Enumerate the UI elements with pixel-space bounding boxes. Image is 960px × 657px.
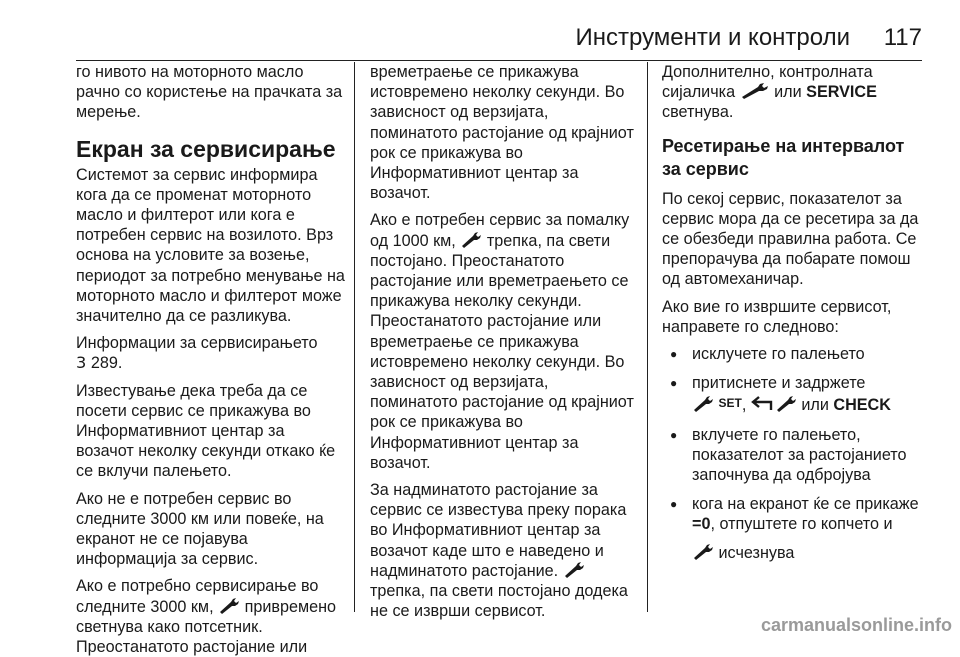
paragraph: Известување дека треба да се посети сервис се прикажува во Информативниот центар за возачот неколку секунди откако ќе се вклучи палењето. [76, 381, 336, 481]
wrench-icon [460, 231, 482, 248]
list-item: ● притиснете и задржете SET, или CHECK [662, 373, 927, 415]
page-ref-arrow: 3 [76, 353, 87, 373]
page-header [0, 0, 960, 58]
paragraph-text: Ако е потребно сервисирање во следните 3000 км, [76, 577, 319, 616]
zero-label: =0 [692, 515, 711, 534]
paragraph: времетраење се прикажува истовремено неколку секунди. Во зависност од верзијата, поминатото растојание од крајниот рок се прикажува во Информативниот центар за возачот. [370, 63, 634, 203]
list-item [662, 344, 927, 364]
list-item-text: исчезнува [718, 543, 795, 562]
list-item-text: кога на екранот ќе се прикаже [692, 495, 919, 514]
list-item-text: исклучете го палењето [692, 345, 865, 364]
wrench-icon [692, 395, 714, 412]
list-item-text: вклучете го палењето, показателот за растојанието започнува да одбројува [692, 425, 907, 485]
paragraph: По секој сервис, показателот за сервис мора да се ресетира за да се обезбеди правилна работа. Се препорачува да побарате помош од автомеханичар. [662, 189, 919, 289]
paragraph-text: трепка, па свети постојано. Преостанатото растојание или времетраењето се прикажува неколку секунди. Преостанатото растојание или времетраење се прикажува истовремено неколку секунди. Во зависност од верзијата, поминатото растојание од крајниот рок се прикажува во Информативниот центар за возачот. [370, 231, 634, 472]
paragraph [370, 210, 640, 473]
conjunction: или [801, 396, 829, 415]
heading-service-display: Екран за сервисирање [76, 135, 336, 162]
watermark: carmanualsonline.info [760, 615, 952, 635]
paragraph: го нивото на моторното масло рачно со користење на прачката за мерење. [76, 63, 343, 122]
column-divider [647, 62, 648, 612]
paragraph: Ако вие го извршите сервисот, направете го следново: [662, 297, 892, 336]
page-number: 117 [883, 24, 922, 51]
wrench-icon [692, 543, 714, 560]
wrench-icon [775, 395, 797, 412]
paragraph [662, 62, 927, 123]
column-divider [354, 62, 355, 612]
steps-list [662, 344, 927, 563]
paragraph-service-info [76, 333, 346, 373]
wrench-icon [740, 82, 770, 99]
paragraph-text: привремено светнува како потсетник. Преостанатото растојание или [76, 597, 337, 657]
list-item [662, 425, 927, 486]
heading-reset-interval: Ресетирање на интервалот за сервис [662, 135, 905, 179]
paragraph [370, 480, 640, 621]
set-label: SET [718, 396, 742, 411]
back-arrow-icon [751, 395, 775, 412]
conjunction: или [774, 83, 802, 102]
paragraph-text: трепка, па свети постојано додека не се изврши сервисот. [370, 582, 628, 621]
list-item-text: притиснете и задржете [692, 374, 866, 393]
list-item [662, 494, 927, 563]
list-item-text: , отпуштете го копчето и [710, 515, 893, 534]
paragraph-text: Ако е потребен сервис за помалку од 1000 км, [370, 211, 630, 250]
paragraph: Системот за сервис информира кога да се променат моторното масло и филтерот или кога е потребен сервис на возилото. Врз основа на условите за возење, периодот за потребно менување на моторното масло и филтерот може значително да се разликува. [76, 165, 345, 326]
paragraph-text: Информации за сервисирањето [76, 334, 318, 353]
paragraph: Ако не е потребен сервис во следните 3000 км или повеќе, на екранот не се појавува информација за сервис. [76, 489, 324, 569]
wrench-icon [563, 561, 585, 578]
paragraph-text: За надминатото растојание за сервис се известува преку порака во Информативниот центар за возачот каде што е наведено и надминатото растојание. [370, 481, 627, 580]
paragraph [76, 576, 346, 657]
section-title: Инструменти и контроли [575, 24, 850, 51]
paragraph-text: Дополнително, контролната сијаличка [662, 63, 873, 102]
page-ref-link[interactable]: 289. [90, 354, 123, 373]
wrench-icon [218, 597, 240, 614]
column-right [662, 62, 927, 612]
service-label: SERVICE [806, 83, 877, 102]
check-label: CHECK [833, 396, 891, 415]
column-middle [370, 62, 640, 621]
column-left [76, 62, 346, 657]
paragraph-text: светнува. [662, 103, 734, 122]
header-rule [76, 60, 922, 61]
